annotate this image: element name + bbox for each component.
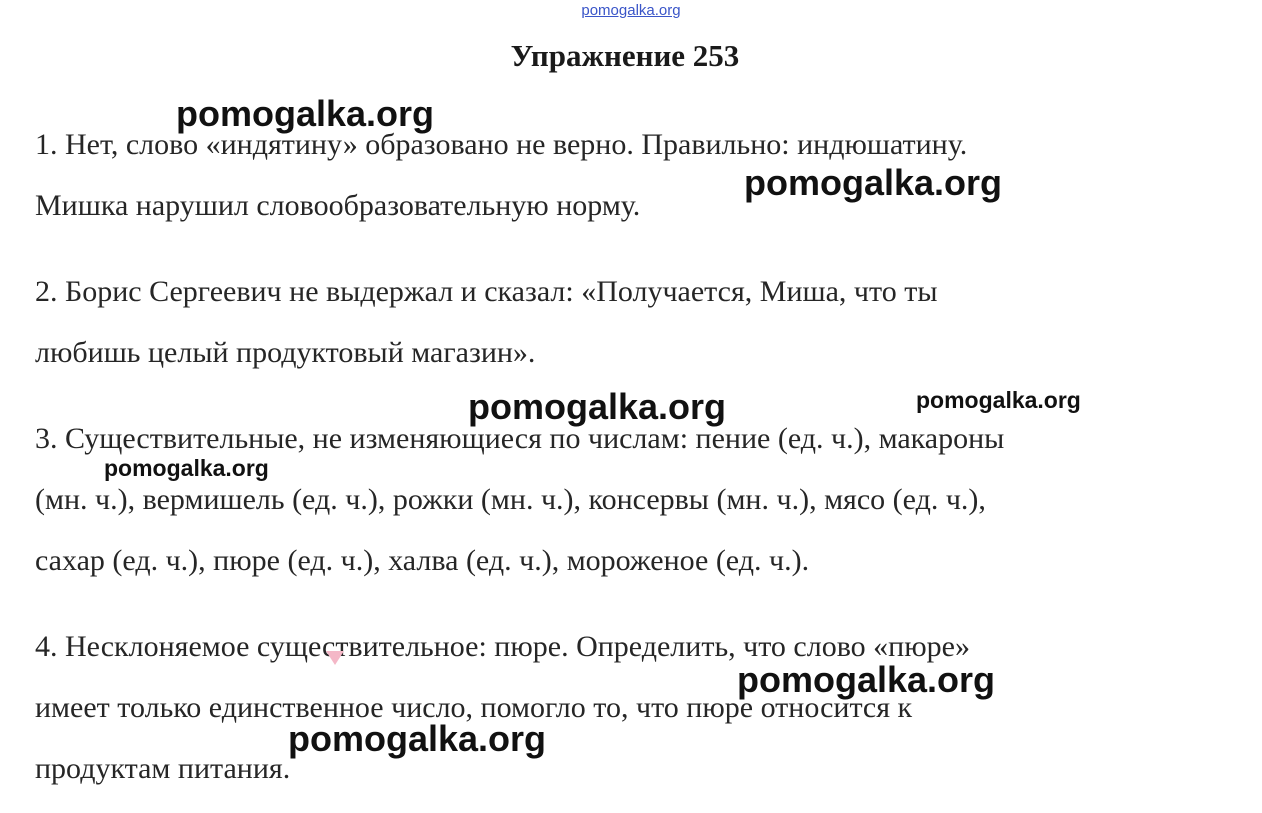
watermark: pomogalka.org (737, 659, 996, 700)
answer-1-line-1: 1. Нет, слово «индятину» образовано не верно. Правильно: индюшатину. (35, 128, 968, 161)
watermark: pomogalka.org (468, 386, 727, 427)
answer-3-line-1: 3. Существительные, не изменяющиеся по числам: пение (ед. ч.), макароны (35, 422, 1005, 455)
exercise-title: Упражнение 253 (510, 38, 740, 73)
stray-mark-icon (326, 651, 344, 665)
answer-4-line-2: имеет только единственное число, помогло то, что пюре относится к (35, 691, 913, 724)
answer-2-line-1: 2. Борис Сергеевич не выдержал и сказал: «Получается, Миша, что ты (35, 275, 938, 308)
answer-3-line-3: сахар (ед. ч.), пюре (ед. ч.), халва (ед. ч.), мороженое (ед. ч.). (35, 544, 810, 577)
answer-3-line-2: (мн. ч.), вермишель (ед. ч.), рожки (мн. ч.), консервы (мн. ч.), мясо (ед. ч.), (35, 483, 986, 516)
answer-4-line-1: 4. Несклоняемое существительное: пюре. Определить, что слово «пюре» (35, 630, 970, 663)
watermark: pomogalka.org (916, 387, 1081, 413)
watermark: pomogalka.org (288, 718, 547, 759)
answer-1-line-2: Мишка нарушил словообразовательную норму. (35, 189, 641, 222)
watermark: pomogalka.org (176, 93, 435, 134)
answer-2-line-2: любишь целый продуктовый магазин». (35, 336, 536, 369)
site-link[interactable]: pomogalka.org (581, 2, 681, 19)
watermark: pomogalka.org (744, 162, 1003, 203)
answer-4-line-3: продуктам питания. (35, 752, 291, 785)
watermark: pomogalka.org (104, 455, 269, 481)
